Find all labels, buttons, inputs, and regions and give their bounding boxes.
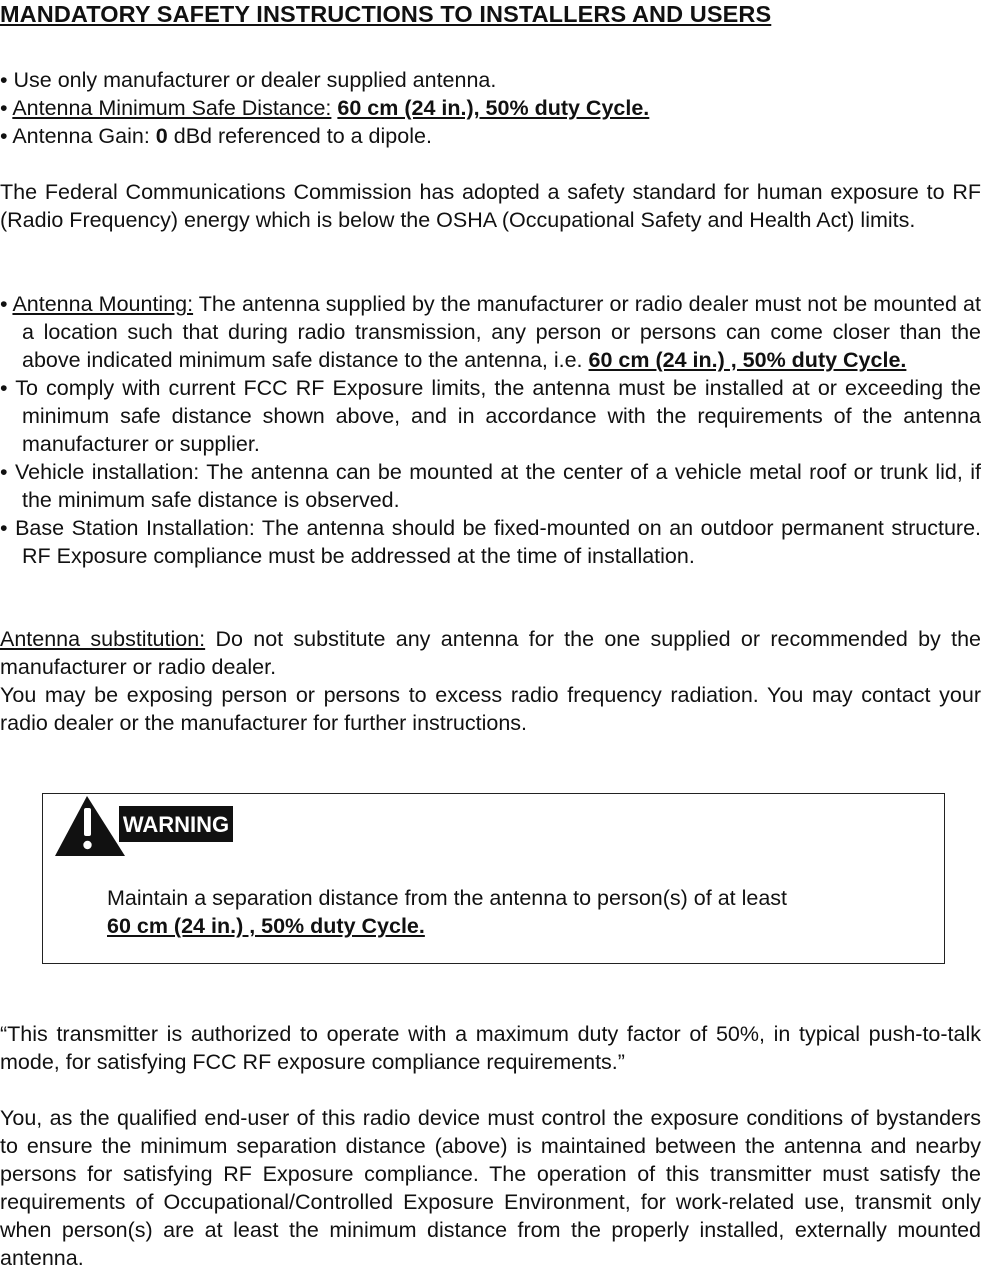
gain-label: Antenna Gain:	[12, 124, 150, 148]
spec-min-distance	[0, 94, 981, 122]
substitution-paragraph	[0, 625, 981, 681]
bullet: •	[0, 68, 8, 92]
gain-suffix: dBd referenced to a dipole.	[173, 124, 432, 148]
min-distance-value: 60 cm (24 in.), 50% duty Cycle.	[337, 96, 650, 120]
bullet: •	[0, 460, 8, 484]
warning-box	[42, 793, 945, 964]
gain-value: 0	[155, 124, 168, 148]
substitution-text: Do not substitute any antenna for the one supplied or recommended by the manufacturer or radio dealer.	[0, 627, 981, 679]
spec-antenna-supplied	[0, 66, 981, 94]
mounting-label: Antenna Mounting:	[12, 292, 194, 316]
comply-item	[0, 374, 981, 458]
comply-text: To comply with current FCC RF Exposure limits, the antenna must be installed at or exceeding the minimum safe distance shown above, and in accordance with the requirements of the antenna manufacturer or supplier.	[15, 376, 981, 456]
min-distance-label: Antenna Minimum Safe Distance:	[12, 96, 332, 120]
bullet: •	[0, 376, 8, 400]
warning-icon	[53, 794, 233, 860]
duty-quote: “This transmitter is authorized to operate with a maximum duty factor of 50%, in typical push-to-talk mode, for satisfying FCC RF exposure compliance requirements.”	[0, 1022, 981, 1074]
installation-guidelines	[0, 290, 981, 570]
substitution-label: Antenna substitution:	[0, 627, 206, 651]
vehicle-text: Vehicle installation: The antenna can be mounted at the center of a vehicle metal roof or trunk lid, if the minimum safe distance is observed.	[14, 460, 981, 512]
fcc-paragraph: The Federal Communications Commission has adopted a safety standard for human exposure to RF (Radio Frequency) energy which is below the OSHA (Occupational Safety and Health Act) limits.	[0, 180, 981, 232]
mounting-text: The antenna supplied by the manufacturer or radio dealer must not be mounted at a location such that during radio transmission, any person or persons can come closer than the above indicated minimum safe distance to the antenna, i.e.	[22, 292, 981, 372]
bullet: •	[0, 516, 8, 540]
vehicle-item	[0, 458, 981, 514]
bullet: •	[0, 96, 8, 120]
base-station-text: Base Station Installation: The antenna should be fixed-mounted on an outdoor permanent structure. RF Exposure compliance must be addressed at the time of installation.	[15, 516, 981, 568]
antenna-specs	[0, 66, 981, 150]
spec-gain	[0, 122, 981, 150]
substitution-block	[0, 625, 981, 737]
mounting-item	[0, 290, 981, 374]
end-user-block	[0, 1104, 981, 1272]
base-station-item	[0, 514, 981, 570]
duty-quote-block	[0, 1020, 981, 1076]
bullet: •	[0, 292, 8, 316]
page-title: MANDATORY SAFETY INSTRUCTIONS TO INSTALLERS AND USERS	[0, 1, 772, 27]
warning-distance: 60 cm (24 in.) , 50% duty Cycle.	[107, 914, 425, 938]
bullet: •	[0, 124, 8, 148]
warning-icon-label: WARNING	[122, 812, 230, 837]
exposing-paragraph: You may be exposing person or persons to excess radio frequency radiation. You may contact your radio dealer or the manufacturer for further instructions.	[0, 683, 981, 735]
title-block	[0, 0, 981, 28]
spec-antenna-supplied-text: Use only manufacturer or dealer supplied antenna.	[13, 68, 497, 92]
warning-text: Maintain a separation distance from the antenna to person(s) of at least	[107, 886, 788, 910]
warning-message	[107, 884, 927, 940]
mounting-distance: 60 cm (24 in.) , 50% duty Cycle.	[588, 348, 907, 372]
end-user-paragraph: You, as the qualified end-user of this radio device must control the exposure conditions of bystanders to ensure the minimum separation distance (above) is maintained between the antenna and nearby persons for satisfying RF Exposure compliance. The operation of this transmitter must satisfy the requirements of Occupational/Controlled Exposure Environment, for work-related use, transmit only when person(s) are at least the minimum distance from the properly installed, externally mounted antenna.	[0, 1106, 981, 1270]
fcc-paragraph-block	[0, 178, 981, 234]
